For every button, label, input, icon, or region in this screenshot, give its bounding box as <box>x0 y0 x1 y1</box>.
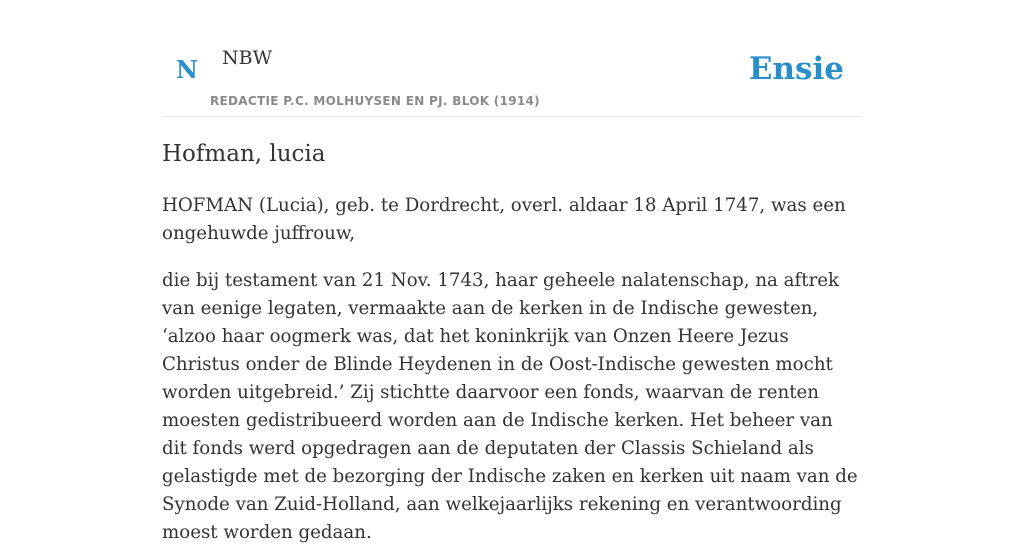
nbw-logo[interactable]: N <box>176 55 198 84</box>
ensie-logo[interactable]: Ensie <box>748 51 844 87</box>
article-paragraph-2: die bij testament van 21 Nov. 1743, haar geheele nalatenschap, na aftrek van eenige legaten, vermaakte aan de kerken in de Indische gewesten, ‘alzoo haar oogmerk was, dat het koninkrijk van Onzen Heere Jezus Christus onder de Blinde Heydenen in de Oost-Indische gewesten mocht worden uitgebreid.’ Zij stichtte daarvoor een fonds, waarvan de renten moesten gedistribueerd worden aan de Indische kerken. Het beheer van dit fonds werd opgedragen aan de deputaten der Classis Schieland als gelastigde met de bezorging der Indische zaken en kerken uit naam van de Synode van Zuid-Holland, aan welkejaarlijks rekening en verantwoording moest worden gedaan. <box>162 270 858 543</box>
article-body <box>162 136 862 547</box>
site-header <box>162 0 862 117</box>
publication-name[interactable]: NBW <box>222 47 273 69</box>
publication-subtitle: REDACTIE P.C. MOLHUYSEN EN PJ. BLOK (1914) <box>210 94 540 108</box>
article-title: Hofman, lucia <box>162 141 326 167</box>
article-paragraph-1: HOFMAN (Lucia), geb. te Dordrecht, overl. aldaar 18 April 1747, was een ongehuwde juffrouw, <box>162 195 846 244</box>
